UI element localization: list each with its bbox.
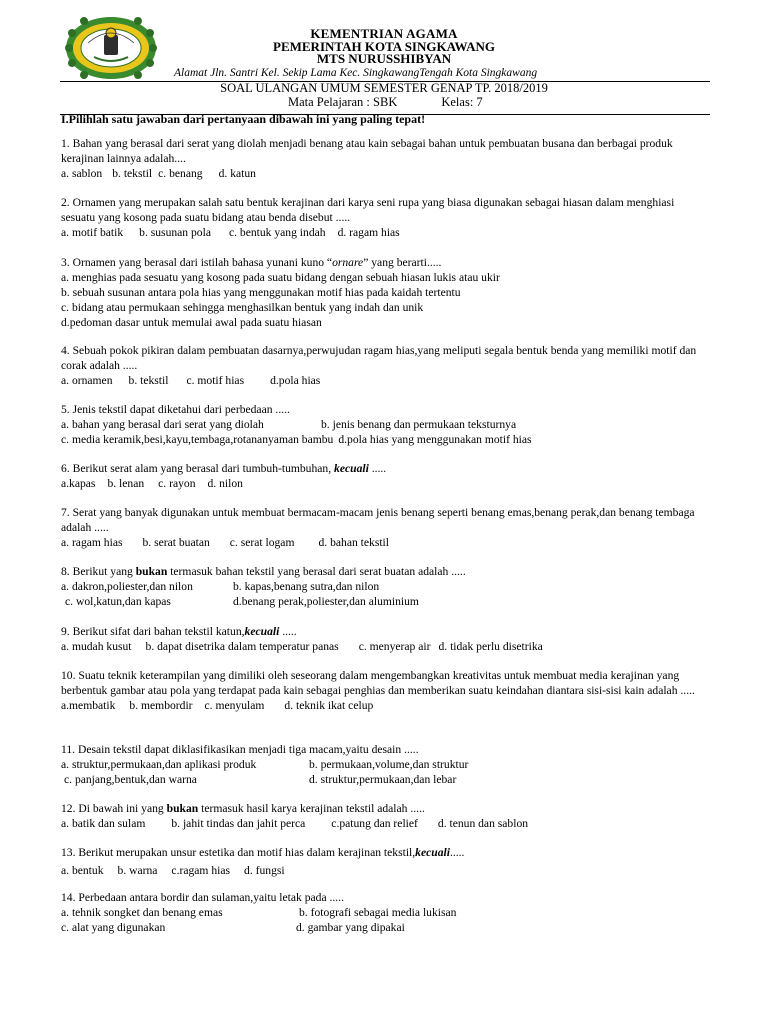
option-c[interactable]: c.patung dan relief xyxy=(331,817,418,830)
question-text xyxy=(61,461,709,476)
option-b[interactable]: b. serat buatan xyxy=(142,536,210,549)
options-row-1 xyxy=(61,757,709,772)
question-text-start: 13. Berikut merupakan unsur estetika dan motif hias dalam kerajinan tekstil, xyxy=(61,846,416,859)
question-12 xyxy=(61,801,709,831)
question-text: 5. Jenis tekstil dapat diketahui dari perbedaan ..... xyxy=(61,403,290,416)
question-11 xyxy=(61,742,709,787)
option-a[interactable]: a. dakron,poliester,dan nilon xyxy=(61,580,193,593)
question-1 xyxy=(61,136,709,181)
question-14 xyxy=(61,890,709,935)
header-government: PEMERINTAH KOTA SINGKAWANG xyxy=(273,39,495,54)
question-keyword: kecuali xyxy=(334,462,369,475)
header-ministry: KEMENTRIAN AGAMA xyxy=(310,26,458,41)
options-row-2 xyxy=(61,594,709,609)
options-row xyxy=(61,373,709,388)
question-text-end: ..... xyxy=(279,625,297,638)
question-text xyxy=(61,845,709,860)
option-a[interactable]: a. ornamen xyxy=(61,374,113,387)
option-b[interactable]: b. permukaan,volume,dan struktur xyxy=(309,758,469,771)
option-a[interactable]: a. bentuk xyxy=(61,864,104,877)
question-text: 2. Ornamen yang merupakan salah satu bentuk kerajinan dari karya seni rupa yang biasa digunakan sebagai hiasan dalam menghiasi sesuatu yang kosong pada suatu bidang atau benda disebut ..... xyxy=(61,196,675,224)
option-d[interactable]: d. gambar yang dipakai xyxy=(296,921,405,934)
question-10 xyxy=(61,668,709,713)
grade-label: Kelas: 7 xyxy=(441,95,483,109)
instruction: I.Pilihlah satu jawaban dari pertanyaan dibawah ini yang paling tepat! xyxy=(61,112,426,126)
question-text xyxy=(61,624,709,639)
option-c[interactable]: c. benang xyxy=(158,167,203,180)
question-keyword: ornare xyxy=(332,256,364,269)
options-row xyxy=(61,639,709,654)
option-c[interactable]: c. alat yang digunakan xyxy=(61,921,166,934)
options-row-1 xyxy=(61,579,709,594)
question-text: 1. Bahan yang berasal dari serat yang diolah menjadi benang atau kain sebagai bahan untuk pembuatan busana dan berbagai produk kerajinan lainnya adalah.... xyxy=(61,137,673,165)
option-b[interactable]: b. jahit tindas dan jahit perca xyxy=(171,817,306,830)
question-text-end: termasuk hasil karya kerajinan tekstil adalah ..... xyxy=(198,802,425,815)
options-row xyxy=(61,863,709,878)
option-a[interactable]: a. motif batik xyxy=(61,226,124,239)
question-text xyxy=(61,801,709,816)
question-keyword: kecuali xyxy=(415,846,450,859)
option-c[interactable]: c. bidang atau permukaan sehingga menghasilkan bentuk yang indah dan unik xyxy=(61,301,424,314)
option-d[interactable]: d. teknik ikat celup xyxy=(284,699,374,712)
option-d[interactable]: d. tidak perlu disetrika xyxy=(438,640,543,653)
option-d[interactable]: d. katun xyxy=(218,167,256,180)
question-text: 14. Perbedaan antara bordir dan sulaman,yaitu letak pada ..... xyxy=(61,891,344,904)
question-text xyxy=(61,255,709,270)
option-a[interactable]: a. ragam hias xyxy=(61,536,123,549)
question-13 xyxy=(61,845,709,878)
option-c[interactable]: c. rayon xyxy=(158,477,196,490)
question-text-start: 9. Berikut sifat dari bahan tekstil katun, xyxy=(61,625,245,638)
option-c[interactable]: c. motif hias xyxy=(186,374,245,387)
option-d[interactable]: d. ragam hias xyxy=(337,226,400,239)
header-school-name: MTS NURUSSHIBYAN xyxy=(316,51,452,66)
option-d[interactable]: d. bahan tekstil xyxy=(318,536,389,549)
option-c[interactable]: c. serat logam xyxy=(229,536,295,549)
option-c[interactable]: c. bentuk yang indah xyxy=(228,226,326,239)
question-3 xyxy=(61,255,709,330)
question-text xyxy=(61,564,709,579)
option-a[interactable]: a. tehnik songket dan benang emas xyxy=(61,906,223,919)
question-keyword: bukan xyxy=(166,802,199,815)
question-text-end: ” yang berarti..... xyxy=(363,256,442,269)
question-text-start: 8. Berikut yang xyxy=(61,565,136,578)
question-text-end: ..... xyxy=(368,462,387,475)
question-text-start: 3. Ornamen yang berasal dari istilah bahasa yunani kuno “ xyxy=(61,256,333,269)
subject-label: Mata Pelajaran : SBK xyxy=(288,95,398,109)
options-row-1 xyxy=(61,905,709,920)
option-b[interactable]: b. lenan xyxy=(107,477,145,490)
option-d[interactable]: d.pedoman dasar untuk memulai awal pada suatu hiasan xyxy=(61,316,322,329)
option-a[interactable]: a. mudah kusut xyxy=(61,640,132,653)
header-address: Alamat Jln. Santri Kel. Sekip Lama Kec. SingkawangTengah Kota Singkawang xyxy=(174,67,538,79)
option-a[interactable]: a.membatik xyxy=(61,699,116,712)
option-a[interactable]: a. struktur,permukaan,dan aplikasi produk xyxy=(61,758,257,771)
option-a[interactable]: a. batik dan sulam xyxy=(61,817,146,830)
question-text-start: 6. Berikut serat alam yang berasal dari tumbuh-tumbuhan, xyxy=(61,462,335,475)
option-b[interactable]: b. susunan pola xyxy=(139,226,211,239)
question-8 xyxy=(61,564,709,609)
option-d[interactable]: d. tenun dan sablon xyxy=(437,817,529,830)
option-d[interactable]: d.pola hias yang menggunakan motif hias xyxy=(338,433,532,446)
option-c[interactable]: c.ragam hias xyxy=(171,864,231,877)
options-row xyxy=(61,476,709,491)
option-d[interactable]: d. struktur,permukaan,dan lebar xyxy=(309,773,457,786)
options-row xyxy=(61,225,709,240)
option-a[interactable]: a.kapas xyxy=(61,477,96,490)
question-text: 11. Desain tekstil dapat diklasifikasikan menjadi tiga macam,yaitu desain ..... xyxy=(61,743,419,756)
option-a[interactable]: a. bahan yang berasal dari serat yang diolah xyxy=(61,418,264,431)
exam-title: SOAL ULANGAN UMUM SEMESTER GENAP TP. 2018/2019 xyxy=(220,81,548,95)
option-b[interactable]: b. jenis benang dan permukaan teksturnya xyxy=(321,418,517,431)
question-2 xyxy=(61,195,709,240)
options-row xyxy=(61,816,709,831)
option-c[interactable]: c. menyerap air xyxy=(358,640,431,653)
option-b[interactable]: b. tekstil xyxy=(112,167,153,180)
option-b[interactable]: b. tekstil xyxy=(128,374,169,387)
question-text-end: termasuk bahan tekstil yang berasal dari serat buatan adalah ..... xyxy=(167,565,466,578)
option-b[interactable]: b. kapas,benang sutra,dan nilon xyxy=(233,580,380,593)
options-row-2 xyxy=(61,920,709,935)
question-text: 7. Serat yang banyak digunakan untuk membuat bermacam-macam jenis benang seperti benang emas,benang perak,dan benang tembaga adalah ..... xyxy=(61,506,695,534)
question-6 xyxy=(61,461,709,491)
option-d[interactable]: d. fungsi xyxy=(244,864,285,877)
option-d[interactable]: d. nilon xyxy=(207,477,243,490)
question-5 xyxy=(61,402,709,447)
question-text: 4. Sebuah pokok pikiran dalam pembuatan dasarnya,perwujudan ragam hias,yang meliputi segala bentuk benda yang memiliki motif dan corak adalah ..... xyxy=(61,344,697,372)
options-row xyxy=(61,166,709,181)
question-7 xyxy=(61,505,709,550)
options-row-2 xyxy=(61,432,709,447)
option-b[interactable]: b. sebuah susunan antara pola hias yang menggunakan motif hias pada kaidah tertentu xyxy=(61,286,461,299)
option-d[interactable]: d.pola hias xyxy=(270,374,321,387)
options-row xyxy=(61,535,709,550)
options-row-2 xyxy=(61,772,709,787)
question-9 xyxy=(61,624,709,654)
option-a[interactable]: a. menghias pada sesuatu yang kosong pada suatu bidang dengan sebuah hiasan lukis atau ukir xyxy=(61,271,500,284)
options-row-1 xyxy=(61,417,709,432)
question-text-end: ..... xyxy=(449,846,465,859)
option-a[interactable]: a. sablon xyxy=(61,167,103,180)
question-text: 10. Suatu teknik keterampilan yang dimiliki oleh seseorang dalam mengembangkan kreativitas untuk membuat media kerajinan yang berbentuk gambar atau pola yang terdapat pada kain sebagai penghias dan memberikan suatu keindahan diantara sisi-sisi kain adalah ..... xyxy=(61,669,695,697)
option-b[interactable]: b. fotografi sebagai media lukisan xyxy=(299,906,457,919)
question-keyword: kecuali xyxy=(244,625,280,638)
option-d[interactable]: d.benang perak,poliester,dan aluminium xyxy=(233,595,419,608)
subject-line xyxy=(288,96,483,109)
options-row xyxy=(61,698,709,713)
question-4 xyxy=(61,343,709,388)
option-b[interactable]: b. warna xyxy=(117,864,158,877)
option-b[interactable]: b. dapat disetrika dalam temperatur panas xyxy=(145,640,339,653)
option-c[interactable]: c. media keramik,besi,kayu,tembaga,rotananyaman bambu xyxy=(61,433,334,446)
option-c[interactable]: c. menyulam xyxy=(204,699,265,712)
question-keyword: bukan xyxy=(135,565,168,578)
question-text-start: 12. Di bawah ini yang xyxy=(61,802,167,815)
option-b[interactable]: b. membordir xyxy=(129,699,193,712)
option-c[interactable]: c. wol,katun,dan kapas xyxy=(65,595,171,608)
option-c[interactable]: c. panjang,bentuk,dan warna xyxy=(64,773,197,786)
